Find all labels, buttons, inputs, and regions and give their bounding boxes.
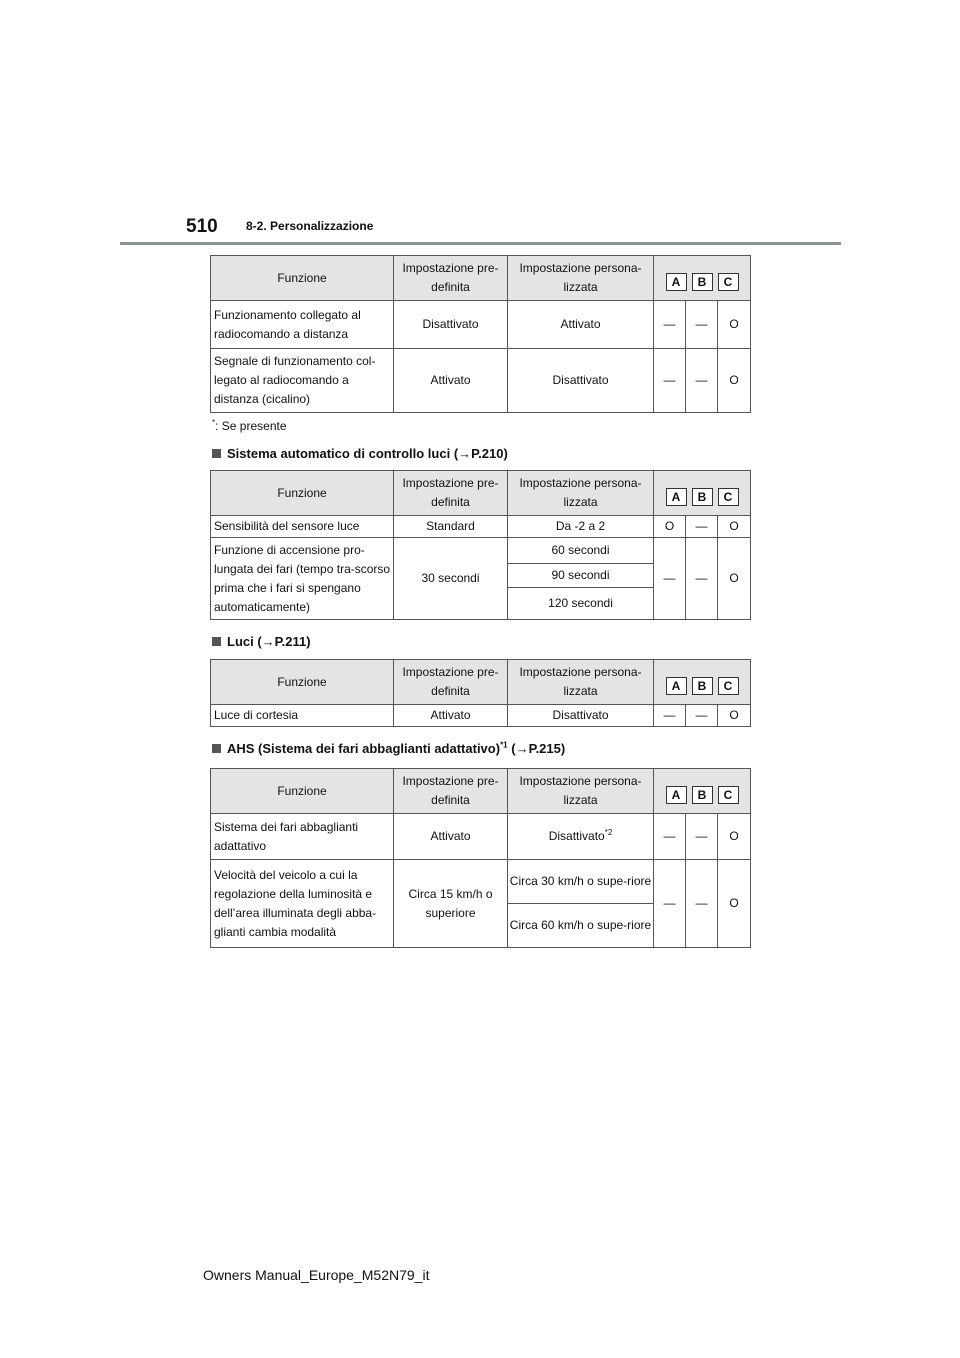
- cell-b: —: [686, 301, 718, 349]
- cell-default: Attivato: [394, 705, 508, 727]
- heading-auto-lights: [212, 446, 508, 461]
- col-abc: [654, 471, 751, 516]
- heading-ahs-title: AHS (Sistema dei fari abbaglianti adattativo): [227, 741, 501, 756]
- label-a: A: [666, 677, 687, 695]
- cell-custom: [508, 814, 654, 860]
- heading-ahs: [212, 741, 565, 756]
- settings-table-ahs: [210, 768, 751, 948]
- col-custom: Impostazione persona-lizzata: [508, 471, 654, 516]
- cell-a: —: [654, 538, 686, 620]
- table-row: [211, 814, 751, 860]
- label-b: B: [692, 273, 713, 291]
- cell-a: —: [654, 349, 686, 413]
- label-c: C: [718, 273, 739, 291]
- cell-custom-option: 60 secondi: [508, 538, 654, 564]
- cell-b: —: [686, 860, 718, 948]
- label-b: B: [692, 488, 713, 506]
- col-abc: [654, 256, 751, 301]
- heading-ahs-ref: (→P.215): [511, 741, 566, 756]
- cell-b: —: [686, 814, 718, 860]
- cell-function: Sistema dei fari abbaglianti adattativo: [211, 814, 394, 860]
- table-row: [211, 860, 751, 904]
- cell-custom: Disattivato: [508, 705, 654, 727]
- cell-a: —: [654, 301, 686, 349]
- cell-b: —: [686, 516, 718, 538]
- bullet-square-icon: [212, 637, 221, 646]
- header-divider: [120, 242, 841, 245]
- bullet-square-icon: [212, 449, 221, 458]
- table-row: [211, 349, 751, 413]
- label-c: C: [718, 786, 739, 804]
- settings-table-remote: [210, 255, 751, 413]
- settings-table-auto-lights: [210, 470, 751, 620]
- label-b: B: [692, 786, 713, 804]
- label-a: A: [666, 488, 687, 506]
- cell-c: O: [718, 516, 751, 538]
- cell-custom-text: Disattivato: [548, 829, 605, 843]
- heading-lights: [212, 634, 311, 649]
- cell-function: Segnale di funzionamento col-legato al radiocomando a distanza (cicalino): [211, 349, 394, 413]
- col-function: Funzione: [211, 660, 394, 705]
- cell-custom-option: Circa 30 km/h o supe-riore: [508, 860, 654, 904]
- table-row: [211, 538, 751, 564]
- col-default: Impostazione pre-definita: [394, 471, 508, 516]
- cell-custom-footnote-mark: *2: [604, 828, 613, 837]
- col-function: Funzione: [211, 256, 394, 301]
- col-default: Impostazione pre-definita: [394, 660, 508, 705]
- section-title: 8-2. Personalizzazione: [246, 219, 374, 233]
- cell-a: —: [654, 814, 686, 860]
- cell-function: Funzionamento collegato al radiocomando a distanza: [211, 301, 394, 349]
- cell-default: Standard: [394, 516, 508, 538]
- footer-text: Owners Manual_Europe_M52N79_it: [203, 1267, 430, 1283]
- col-custom: Impostazione persona-lizzata: [508, 256, 654, 301]
- heading-ahs-text: [227, 741, 565, 756]
- footnote-text: : Se presente: [215, 419, 287, 433]
- cell-c: O: [718, 538, 751, 620]
- cell-b: —: [686, 538, 718, 620]
- table-row: [211, 705, 751, 727]
- settings-table-lights: [210, 659, 751, 727]
- cell-custom: Attivato: [508, 301, 654, 349]
- col-default: Impostazione pre-definita: [394, 256, 508, 301]
- cell-a: —: [654, 705, 686, 727]
- col-abc: [654, 660, 751, 705]
- label-c: C: [718, 677, 739, 695]
- bullet-square-icon: [212, 744, 221, 753]
- heading-ahs-footnote-mark: *1: [500, 740, 508, 750]
- cell-custom-option: 120 secondi: [508, 588, 654, 620]
- cell-custom: Da -2 a 2: [508, 516, 654, 538]
- col-function: Funzione: [211, 471, 394, 516]
- label-a: A: [666, 273, 687, 291]
- label-a: A: [666, 786, 687, 804]
- page-number: 510: [186, 216, 218, 237]
- cell-b: —: [686, 349, 718, 413]
- footnote-mark: *: [212, 418, 216, 427]
- table-row: [211, 301, 751, 349]
- cell-function: Velocità del veicolo a cui la regolazione della luminosità e dell’area illuminata degli abba-glianti cambia modalità: [211, 860, 394, 948]
- cell-c: O: [718, 860, 751, 948]
- col-abc: [654, 769, 751, 814]
- cell-default: Circa 15 km/h o superiore: [394, 860, 508, 948]
- cell-default: Disattivato: [394, 301, 508, 349]
- cell-function: Luce di cortesia: [211, 705, 394, 727]
- label-c: C: [718, 488, 739, 506]
- label-b: B: [692, 677, 713, 695]
- col-function: Funzione: [211, 769, 394, 814]
- cell-b: —: [686, 705, 718, 727]
- cell-c: O: [718, 349, 751, 413]
- cell-function: Funzione di accensione pro-lungata dei fari (tempo tra-scorso prima che i fari si spengano automaticamente): [211, 538, 394, 620]
- cell-custom-option: 90 secondi: [508, 564, 654, 588]
- cell-default: Attivato: [394, 814, 508, 860]
- cell-default: Attivato: [394, 349, 508, 413]
- cell-custom: Disattivato: [508, 349, 654, 413]
- cell-c: O: [718, 301, 751, 349]
- footnote: [212, 419, 287, 433]
- cell-a: —: [654, 860, 686, 948]
- cell-default: 30 secondi: [394, 538, 508, 620]
- col-custom: Impostazione persona-lizzata: [508, 769, 654, 814]
- cell-c: O: [718, 814, 751, 860]
- cell-a: O: [654, 516, 686, 538]
- heading-lights-text: Luci (→P.211): [227, 634, 311, 649]
- cell-c: O: [718, 705, 751, 727]
- col-custom: Impostazione persona-lizzata: [508, 660, 654, 705]
- cell-custom-option: Circa 60 km/h o supe-riore: [508, 904, 654, 948]
- cell-function: Sensibilità del sensore luce: [211, 516, 394, 538]
- heading-auto-lights-text: Sistema automatico di controllo luci (→P.210): [227, 446, 508, 461]
- col-default: Impostazione pre-definita: [394, 769, 508, 814]
- table-row: [211, 516, 751, 538]
